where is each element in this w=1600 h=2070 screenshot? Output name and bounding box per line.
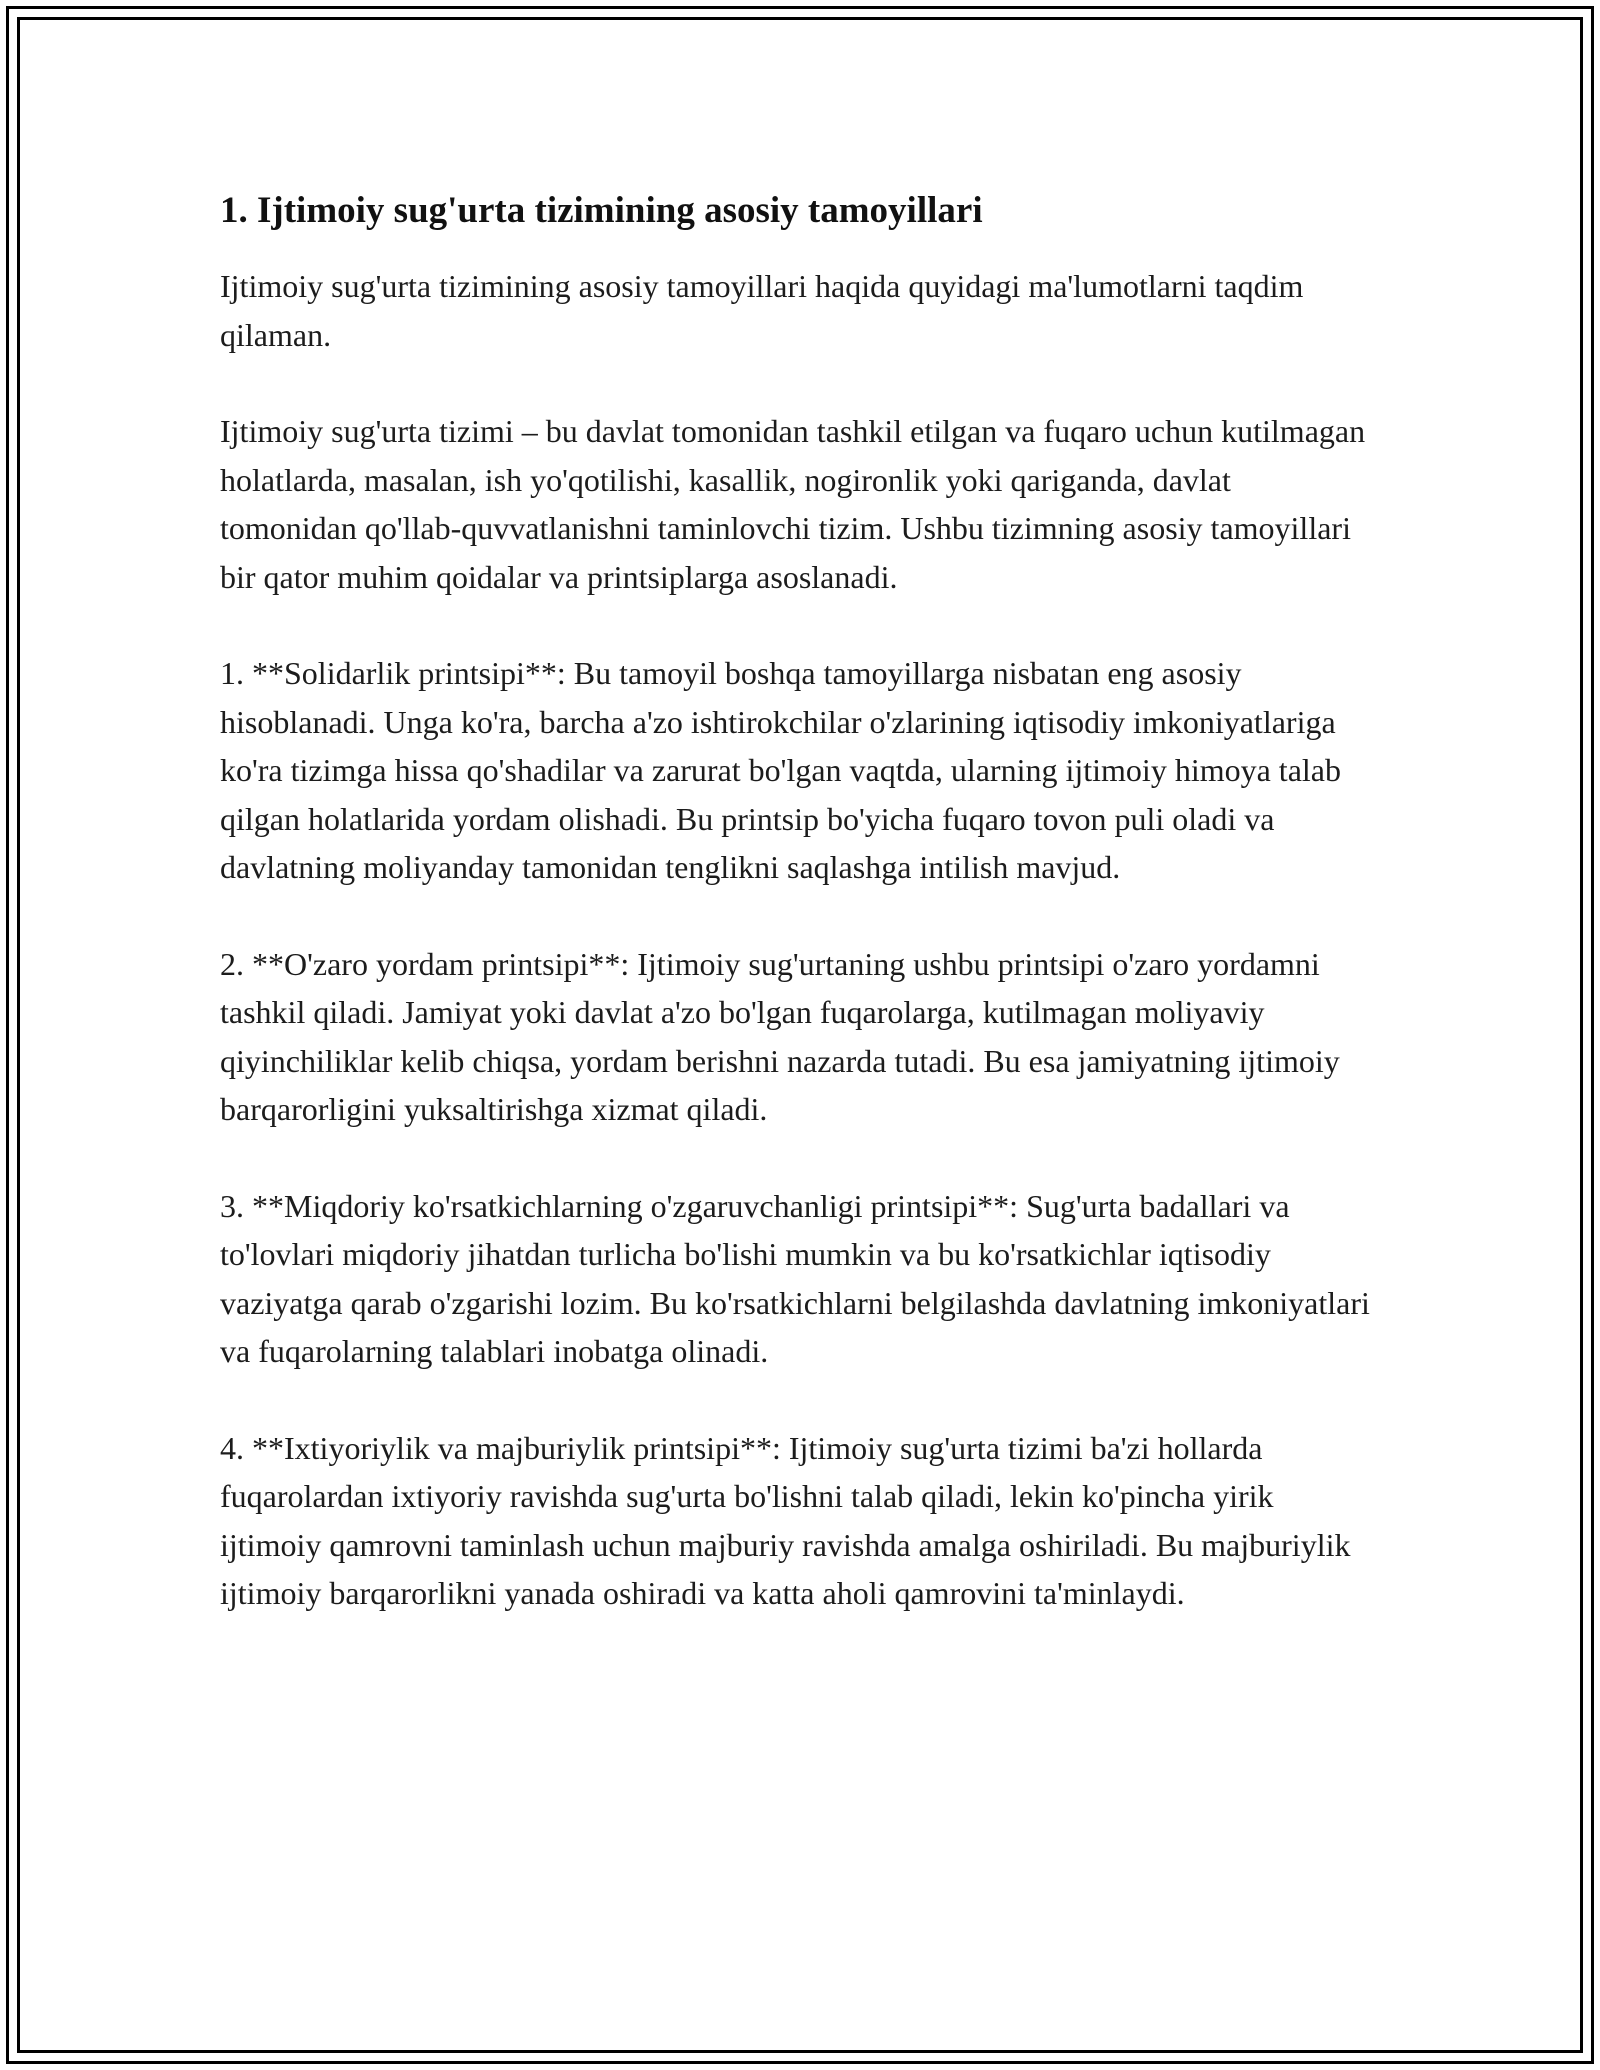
definition-paragraph: Ijtimoiy sug'urta tizimi – bu davlat tomonidan tashkil etilgan va fuqaro uchun kutilmagan holatlarda, masalan, ish yo'qotilishi, kasallik, nogironlik yoki qariganda, davlat tomonidan qo'llab-quvvatlanishni taminlovchi tizim. Ushbu tizimning asosiy tamoyillari bir qator muhim qoidalar va printsiplarga asoslanadi. — [220, 413, 1366, 595]
document-body — [220, 186, 1370, 1666]
principle-voluntary-mandatory-paragraph: 4. **Ixtiyoriylik va majburiylik printsipi**: Ijtimoiy sug'urta tizimi ba'zi hollarda fuqarolardan ixtiyoriy ravishda sug'urta bo'lishni talab qiladi, lekin ko'pincha yirik ijtimoiy qamrovni taminlash uchun majburiy ravishda amalga oshiriladi. Bu majburiylik ijtimoiy barqarorlikni yanada oshiradi va katta aholi qamrovini ta'minlaydi. — [220, 1429, 1351, 1611]
section-heading: 1. Ijtimoiy sug'urta tizimining asosiy tamoyillari — [220, 190, 983, 231]
principle-variability-paragraph: 3. **Miqdoriy ko'rsatkichlarning o'zgaruvchanligi printsipi**: Sug'urta badallari va to'lovlari miqdoriy jihatdan turlicha bo'lishi mumkin va bu ko'rsatkichlar iqtisodiy vaziyatga qarab o'zgarishi lozim. Bu ko'rsatkichlarni belgilashda davlatning imkoniyatlari va fuqarolarning talablari inobatga olinadi. — [220, 1187, 1370, 1369]
principle-solidarity-paragraph: 1. **Solidarlik printsipi**: Bu tamoyil boshqa tamoyillarga nisbatan eng asosiy hisoblanadi. Unga ko'ra, barcha a'zo ishtirokchilar o'zlarining iqtisodiy imkoniyatlariga ko'ra tizimga hissa qo'shadilar va zarurat bo'lgan vaqtda, ularning ijtimoiy himoya talab qilgan holatlarida yordam olishadi. Bu printsip bo'yicha fuqaro tovon puli oladi va davlatning moliyanday tamonidan tenglikni saqlashga intilish mavjud. — [220, 655, 1341, 885]
principle-mutual-aid-paragraph: 2. **O'zaro yordam printsipi**: Ijtimoiy sug'urtaning ushbu printsipi o'zaro yordamni tashkil qiladi. Jamiyat yoki davlat a'zo bo'lgan fuqarolarga, kutilmagan moliyaviy qiyinchiliklar kelib chiqsa, yordam berishni nazarda tutadi. Bu esa jamiyatning ijtimoiy barqarorligini yuksaltirishga xizmat qiladi. — [220, 945, 1340, 1127]
intro-paragraph: Ijtimoiy sug'urta tizimining asosiy tamoyillari haqida quyidagi ma'lumotlarni taqdim qilaman. — [220, 268, 1304, 353]
